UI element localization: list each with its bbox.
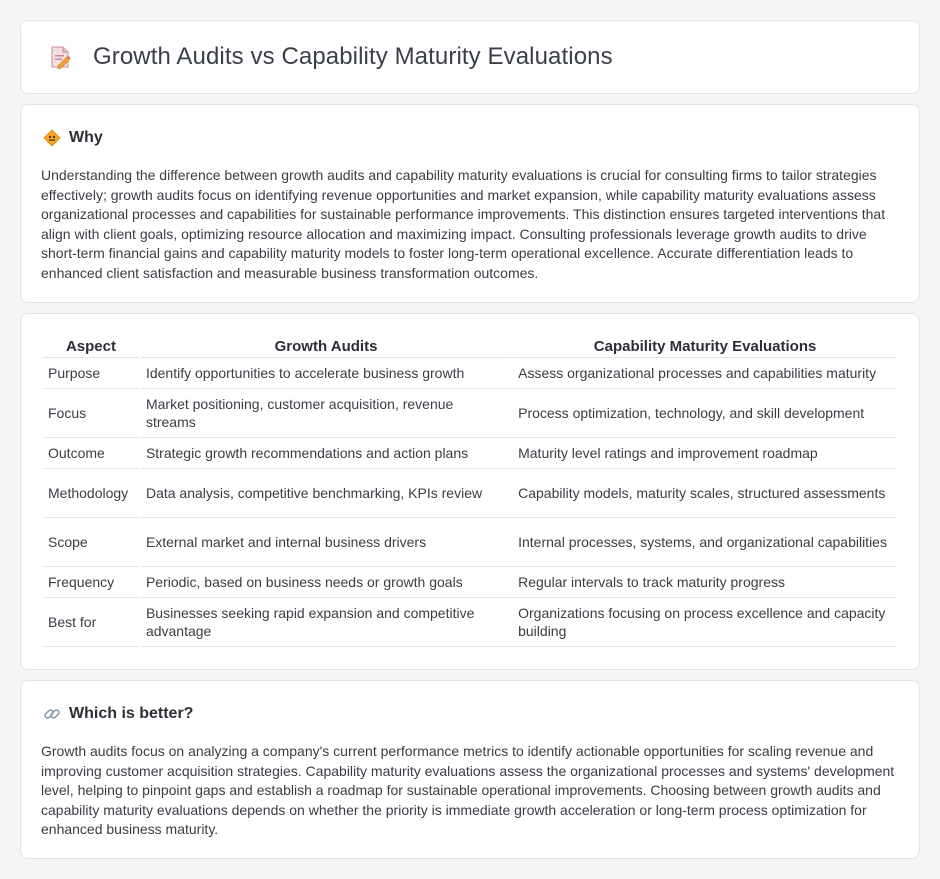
cell-capability-maturity: Regular intervals to track maturity progress <box>513 567 897 598</box>
table-row <box>43 469 897 518</box>
why-title: Why <box>69 129 103 146</box>
which-is-better-title: Which is better? <box>69 705 194 722</box>
diamond-sign-icon <box>43 129 61 147</box>
cell-growth-audits: Market positioning, customer acquisition, revenue streams <box>141 389 511 438</box>
comparison-table-card <box>20 313 920 670</box>
cell-aspect: Focus <box>43 389 139 438</box>
table-row <box>43 438 897 469</box>
cell-growth-audits: Periodic, based on business needs or growth goals <box>141 567 511 598</box>
which-is-better-paragraph: Growth audits focus on analyzing a company's current performance metrics to identify actionable opportunities for scaling revenue and improving customer acquisition strategies. Capability maturity evaluations assess the organizational processes and systems' development level, helping to pinpoint gaps and establish a roadmap for sustainable operational improvements. Choosing between growth audits and capability maturity evaluations depends on whether the priority is immediate growth acceleration or long-term process optimization for enhanced business maturity. <box>41 743 895 837</box>
cell-growth-audits: Data analysis, competitive benchmarking, KPIs review <box>141 469 511 518</box>
column-header-growth-audits: Growth Audits <box>141 335 511 358</box>
cell-capability-maturity: Assess organizational processes and capabilities maturity <box>513 358 897 389</box>
table-row <box>43 518 897 567</box>
cell-growth-audits: Identify opportunities to accelerate business growth <box>141 358 511 389</box>
document-pencil-icon <box>47 44 73 70</box>
table-header-row <box>43 335 897 358</box>
table-row <box>43 358 897 389</box>
cell-capability-maturity: Internal processes, systems, and organizational capabilities <box>513 518 897 567</box>
cell-capability-maturity: Maturity level ratings and improvement roadmap <box>513 438 897 469</box>
header-card <box>20 20 920 94</box>
cell-aspect: Best for <box>43 598 139 647</box>
why-paragraph: Understanding the difference between growth audits and capability maturity evaluations is crucial for consulting firms to tailor strategies effectively; growth audits focus on identifying revenue opportunities and market expansion, while capability maturity evaluations assess organizational processes and capabilities for sustainable performance improvements. This distinction ensures targeted interventions that align with client goals, optimizing resource allocation and maximizing impact. Consulting professionals leverage growth audits to drive short-term financial gains and capability maturity models to foster long-term operational excellence. Accurate differentiation leads to enhanced client satisfaction and measurable business transformation outcomes. <box>41 167 886 281</box>
cell-growth-audits: External market and internal business drivers <box>141 518 511 567</box>
comparison-table <box>41 335 899 647</box>
column-header-capability-maturity: Capability Maturity Evaluations <box>513 335 897 358</box>
cell-capability-maturity: Process optimization, technology, and skill development <box>513 389 897 438</box>
cell-aspect: Frequency <box>43 567 139 598</box>
cell-aspect: Methodology <box>43 469 139 518</box>
cell-aspect: Scope <box>43 518 139 567</box>
why-section <box>20 104 920 303</box>
cell-aspect: Outcome <box>43 438 139 469</box>
cell-aspect: Purpose <box>43 358 139 389</box>
cell-capability-maturity: Capability models, maturity scales, structured assessments <box>513 469 897 518</box>
page-title: Growth Audits vs Capability Maturity Evaluations <box>93 43 613 70</box>
which-is-better-section <box>20 680 920 859</box>
column-header-aspect: Aspect <box>43 335 139 358</box>
link-icon <box>43 705 61 723</box>
cell-capability-maturity: Organizations focusing on process excellence and capacity building <box>513 598 897 647</box>
cell-growth-audits: Strategic growth recommendations and action plans <box>141 438 511 469</box>
table-row <box>43 389 897 438</box>
table-row <box>43 598 897 647</box>
cell-growth-audits: Businesses seeking rapid expansion and competitive advantage <box>141 598 511 647</box>
table-row <box>43 567 897 598</box>
